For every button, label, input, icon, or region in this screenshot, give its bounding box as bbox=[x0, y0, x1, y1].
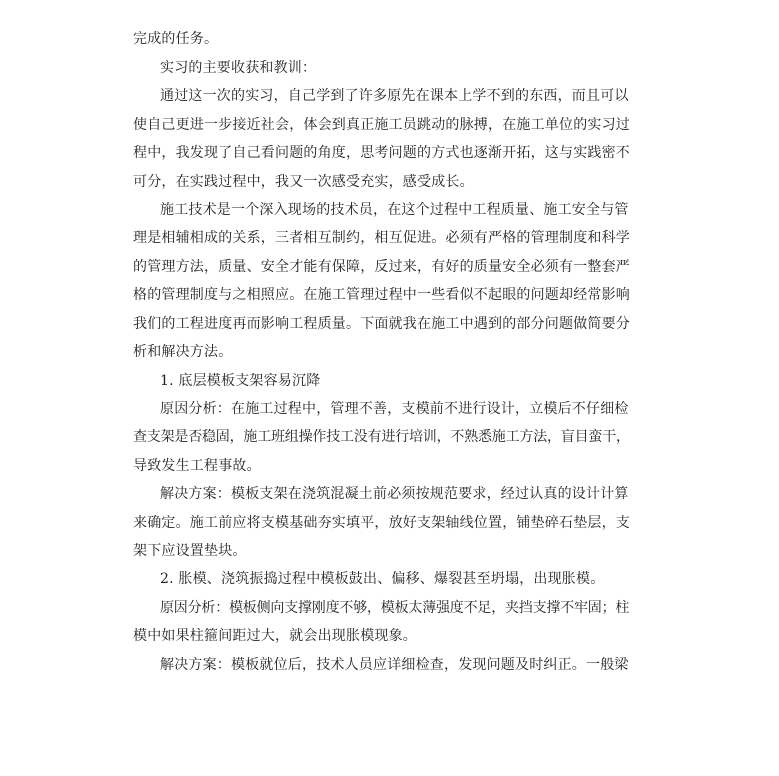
text-line: 完成的任务。 bbox=[133, 31, 219, 47]
text-line: 原因分析：在施工过程中，管理不善，支模前不进行设计，立模后不仔细检 bbox=[160, 401, 629, 417]
text-line: 解决方案：模板就位后，技术人员应详细检查，发现问题及时纠正。一般梁 bbox=[160, 657, 629, 673]
text-line: 析和解决方法。 bbox=[133, 344, 233, 360]
section-heading: 2. 胀模、浇筑振捣过程中模板鼓出、偏移、爆裂甚至坍塌，出现胀模。 bbox=[160, 571, 605, 587]
text-line: 理是相辅相成的关系，三者相互制约，相互促进。必须有严格的管理制度和科学 bbox=[133, 230, 630, 246]
text-line: 架下应设置垫块。 bbox=[133, 543, 247, 559]
section-heading: 1. 底层模板支架容易沉降 bbox=[160, 373, 321, 389]
text-line: 导致发生工程事故。 bbox=[133, 458, 261, 474]
text-line: 程中，我发现了自己看问题的角度，思考问题的方式也逐渐开拓，这与实践密不 bbox=[133, 145, 630, 161]
text-line: 原因分析：模板侧向支撑刚度不够，模板太薄强度不足，夹挡支撑不牢固；柱 bbox=[160, 600, 630, 616]
section-heading: 实习的主要收获和教训： bbox=[160, 60, 317, 76]
text-line: 施工技术是一个深入现场的技术员，在这个过程中工程质量、施工安全与管 bbox=[160, 202, 629, 218]
text-line: 来确定。施工前应将支模基础夯实填平，放好支架轴线位置，铺垫碎石垫层，支 bbox=[133, 515, 630, 531]
text-line: 可分，在实践过程中，我又一次感受充实，感受成长。 bbox=[133, 174, 474, 190]
text-line: 查支架是否稳固，施工班组操作技工没有进行培训，不熟悉施工方法，盲目蛮干， bbox=[133, 429, 630, 445]
text-line: 的管理方法，质量、安全才能有保障，反过来，有好的质量安全必须有一整套严 bbox=[133, 259, 630, 275]
text-line: 格的管理制度与之相照应。在施工管理过程中一些看似不起眼的问题却经常影响 bbox=[133, 287, 630, 303]
text-line: 我们的工程进度再而影响工程质量。下面就我在施工中遇到的部分问题做简要分 bbox=[133, 316, 630, 332]
text-line: 解决方案：模板支架在浇筑混凝土前必须按规范要求，经过认真的设计计算 bbox=[160, 486, 629, 502]
text-line: 使自己更进一步接近社会，体会到真正施工员跳动的脉搏，在施工单位的实习过 bbox=[133, 117, 630, 133]
text-line: 通过这一次的实习，自己学到了许多原先在课本上学不到的东西，而且可以 bbox=[160, 88, 629, 104]
text-line: 模中如果柱箍间距过大，就会出现胀模现象。 bbox=[133, 628, 417, 644]
